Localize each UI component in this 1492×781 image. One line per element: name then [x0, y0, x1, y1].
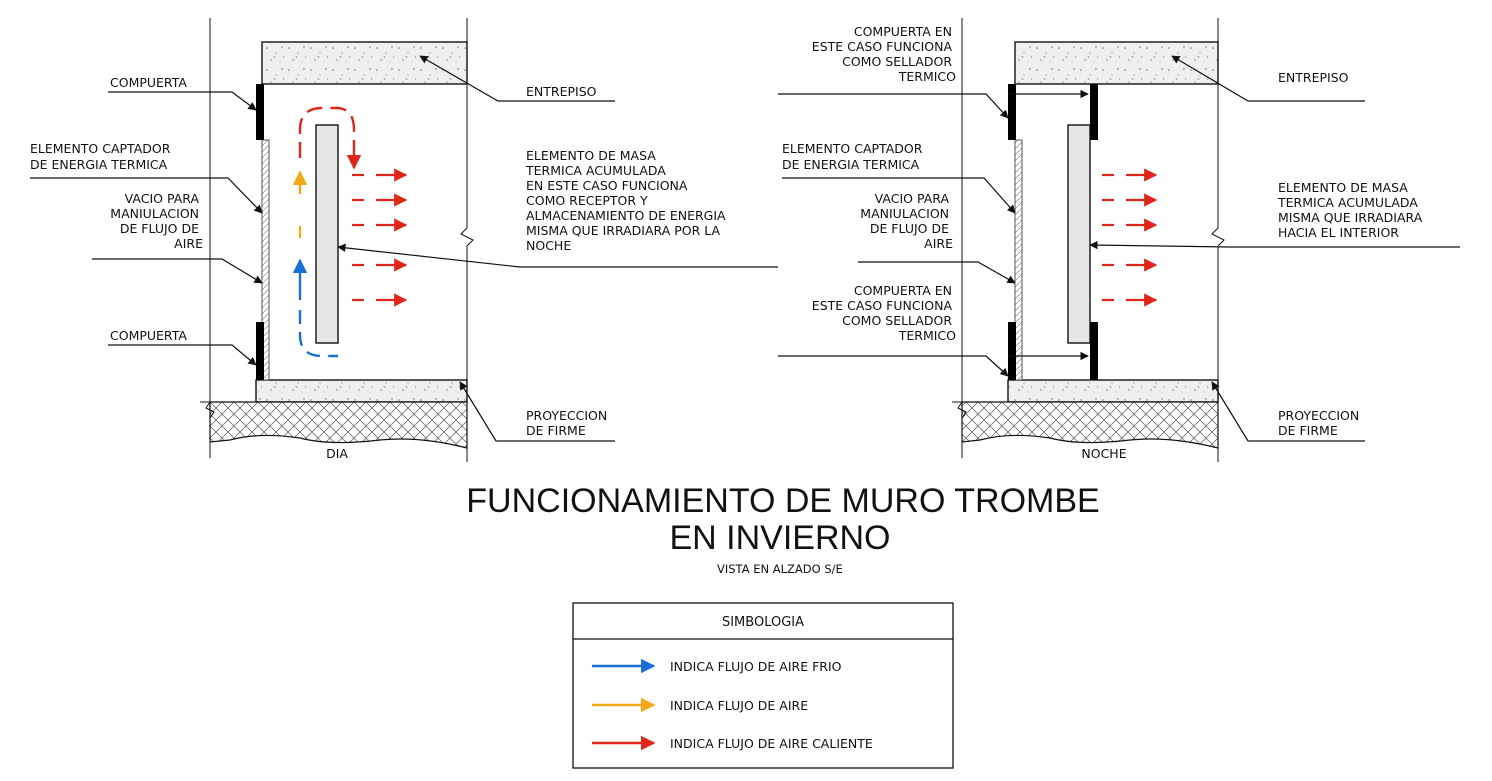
- day-label-compuerta-bottom: COMPUERTA: [110, 328, 187, 343]
- legend-heading: SIMBOLOGIA: [721, 615, 805, 630]
- legend-label-cold: INDICA FLUJO DE AIRE FRIO: [670, 659, 842, 674]
- legend-label-hot: INDICA FLUJO DE AIRE CALIENTE: [670, 736, 873, 751]
- night-label-compuerta-bottom: COMPUERTA EN ESTE CASO FUNCIONA COMO SELLADOR TERMICO: [811, 283, 956, 343]
- legend-box: [573, 603, 953, 768]
- day-label-entrepiso: ENTREPISO: [526, 84, 597, 99]
- night-label-captador: ELEMENTO CAPTADOR DE ENERGIA TERMICA: [782, 141, 923, 172]
- night-ground: [962, 402, 1218, 448]
- night-damper-top-inner: [1090, 84, 1098, 140]
- night-floor-slab: [1008, 380, 1218, 402]
- night-entrepiso-slab: [1015, 42, 1218, 84]
- day-damper-top: [256, 84, 264, 140]
- night-caption: NOCHE: [1081, 446, 1127, 461]
- night-label-proyeccion: PROYECCION DE FIRME: [1278, 408, 1360, 438]
- day-label-vacio: VACIO PARA MANIULACION DE FLUJO DE AIRE: [110, 191, 203, 251]
- day-floor-slab: [256, 380, 467, 402]
- night-label-masa: ELEMENTO DE MASA TERMICA ACUMULADA MISMA QUE IRRADIARA HACIA EL INTERIOR: [1278, 180, 1423, 240]
- night-radiation-arrows: [1102, 175, 1156, 300]
- night-glazing: [1015, 140, 1022, 380]
- day-entrepiso-slab: [262, 42, 467, 84]
- diagram-subtitle: VISTA EN ALZADO S/E: [717, 562, 843, 576]
- night-section: [778, 18, 1460, 462]
- diagram-title-line1: FUNCIONAMIENTO DE MURO TROMBE: [466, 482, 1100, 520]
- diagram-title-line2: EN INVIERNO: [669, 519, 891, 557]
- night-damper-bottom-outer: [1008, 322, 1016, 380]
- legend-label-neutral: INDICA FLUJO DE AIRE: [670, 698, 809, 713]
- night-label-vacio: VACIO PARA MANIULACION DE FLUJO DE AIRE: [860, 191, 953, 251]
- day-label-captador: ELEMENTO CAPTADOR DE ENERGIA TERMICA: [30, 141, 171, 172]
- night-thermal-mass: [1068, 125, 1090, 343]
- day-radiation-arrows: [352, 175, 406, 300]
- night-label-compuerta-top: COMPUERTA EN ESTE CASO FUNCIONA COMO SELLADOR TERMICO: [811, 24, 956, 84]
- night-damper-bottom-inner: [1090, 322, 1098, 380]
- day-ground: [210, 402, 467, 448]
- day-label-masa: ELEMENTO DE MASA TERMICA ACUMULADA EN ESTE CASO FUNCIONA COMO RECEPTOR Y ALMACENAMIENTO DE ENERGIA MISMA QUE IRRADIARA POR LA NOCHE: [526, 148, 726, 253]
- night-damper-top-outer: [1008, 84, 1016, 140]
- day-label-proyeccion: PROYECCION DE FIRME: [526, 408, 608, 438]
- night-label-entrepiso: ENTREPISO: [1278, 70, 1349, 85]
- day-damper-bottom: [256, 322, 264, 380]
- day-caption: DIA: [326, 446, 348, 461]
- day-section: [30, 18, 778, 462]
- day-label-compuerta-top: COMPUERTA: [110, 75, 187, 90]
- day-thermal-mass: [316, 125, 338, 343]
